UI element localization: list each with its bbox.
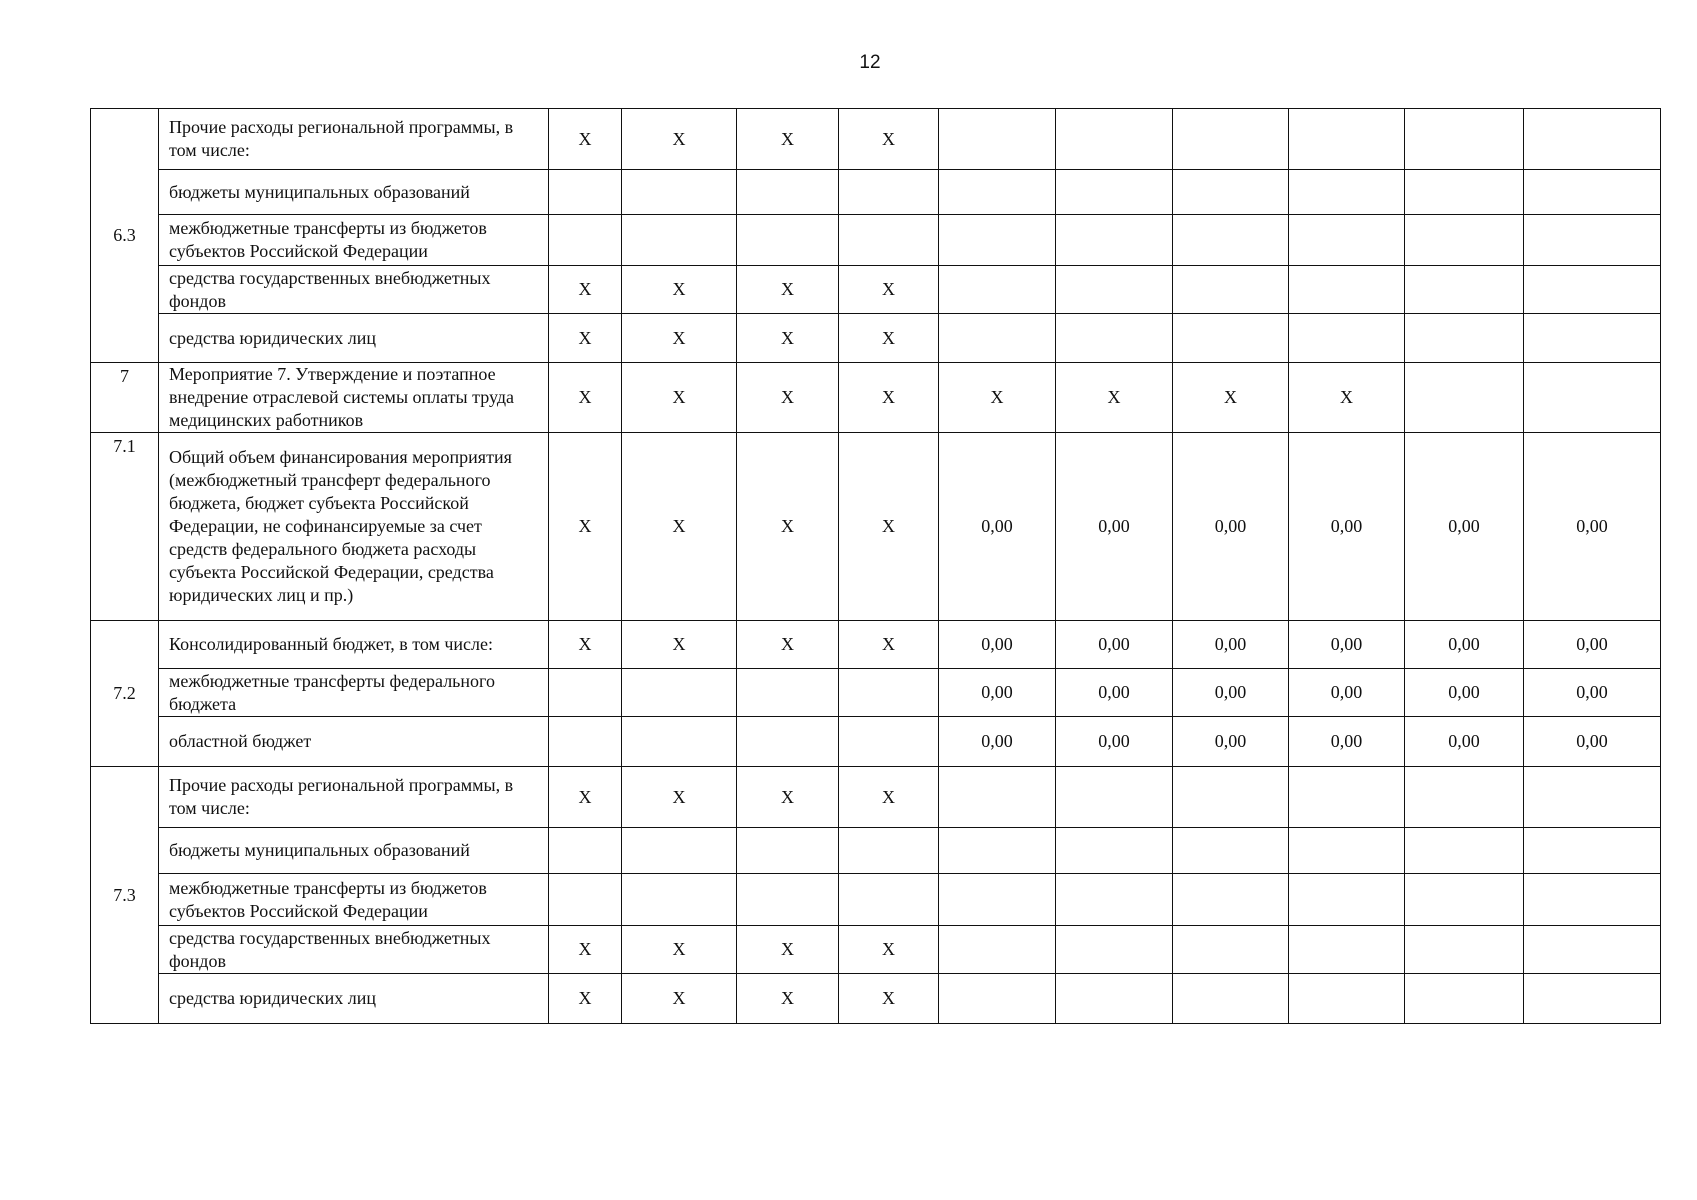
value-cell xyxy=(1289,215,1405,266)
value-cell: 0,00 xyxy=(1524,717,1661,767)
value-cell: X xyxy=(839,363,939,433)
value-cell: X xyxy=(737,266,839,314)
value-cell xyxy=(1524,170,1661,215)
value-cell xyxy=(1056,828,1173,874)
row-number: 6.3 xyxy=(91,109,159,363)
value-cell: X xyxy=(549,314,622,363)
value-cell xyxy=(1173,828,1289,874)
value-cell: X xyxy=(737,767,839,828)
value-cell xyxy=(549,669,622,717)
row-description: Консолидированный бюджет, в том числе: xyxy=(159,621,549,669)
value-cell xyxy=(1405,170,1524,215)
value-cell xyxy=(1524,926,1661,974)
value-cell: 0,00 xyxy=(1289,669,1405,717)
row-description: бюджеты муниципальных образований xyxy=(159,170,549,215)
table-row xyxy=(91,314,1661,363)
value-cell xyxy=(839,874,939,926)
value-cell: 0,00 xyxy=(1056,717,1173,767)
value-cell: 0,00 xyxy=(1405,621,1524,669)
value-cell xyxy=(549,170,622,215)
value-cell xyxy=(839,717,939,767)
value-cell: X xyxy=(622,926,737,974)
value-cell xyxy=(1289,314,1405,363)
value-cell xyxy=(1524,215,1661,266)
value-cell xyxy=(939,926,1056,974)
row-description: средства государственных внебюджетных фондов xyxy=(159,266,549,314)
value-cell xyxy=(1524,266,1661,314)
value-cell xyxy=(1289,926,1405,974)
row-description: межбюджетные трансферты из бюджетов субъектов Российской Федерации xyxy=(159,215,549,266)
value-cell: X xyxy=(622,974,737,1024)
row-description: Общий объем финансирования мероприятия (межбюджетный трансферт федерального бюджета, бюджет субъекта Российской Федерации, не софинансируемые за счет средств федерального бюджета расходы субъекта Российской Федерации, средства юридических лиц и пр.) xyxy=(159,433,549,621)
value-cell: 0,00 xyxy=(1524,433,1661,621)
value-cell: X xyxy=(839,621,939,669)
value-cell xyxy=(1056,874,1173,926)
value-cell xyxy=(1173,926,1289,974)
value-cell: X xyxy=(622,266,737,314)
value-cell: 0,00 xyxy=(1173,621,1289,669)
value-cell: X xyxy=(622,109,737,170)
value-cell xyxy=(1289,170,1405,215)
value-cell: X xyxy=(839,314,939,363)
row-description: бюджеты муниципальных образований xyxy=(159,828,549,874)
value-cell xyxy=(1524,828,1661,874)
value-cell: X xyxy=(622,767,737,828)
value-cell: X xyxy=(737,314,839,363)
value-cell: X xyxy=(839,433,939,621)
value-cell xyxy=(1173,874,1289,926)
value-cell: X xyxy=(549,433,622,621)
value-cell xyxy=(1524,109,1661,170)
value-cell xyxy=(839,215,939,266)
value-cell xyxy=(939,170,1056,215)
value-cell: 0,00 xyxy=(939,717,1056,767)
row-number: 7.2 xyxy=(91,621,159,767)
budget-table xyxy=(90,108,1661,1024)
value-cell: 0,00 xyxy=(1524,669,1661,717)
value-cell: 0,00 xyxy=(1524,621,1661,669)
value-cell xyxy=(622,828,737,874)
table-row xyxy=(91,621,1661,669)
value-cell: X xyxy=(549,363,622,433)
value-cell: X xyxy=(737,974,839,1024)
value-cell xyxy=(737,215,839,266)
row-description: Прочие расходы региональной программы, в том числе: xyxy=(159,767,549,828)
value-cell xyxy=(1405,314,1524,363)
value-cell xyxy=(1289,974,1405,1024)
value-cell: X xyxy=(939,363,1056,433)
value-cell xyxy=(549,215,622,266)
value-cell xyxy=(1524,363,1661,433)
value-cell xyxy=(839,170,939,215)
value-cell: 0,00 xyxy=(1289,621,1405,669)
table-row xyxy=(91,363,1661,433)
value-cell xyxy=(1173,314,1289,363)
value-cell: X xyxy=(839,767,939,828)
value-cell xyxy=(737,828,839,874)
value-cell xyxy=(1405,215,1524,266)
value-cell xyxy=(737,170,839,215)
row-description: Мероприятие 7. Утверждение и поэтапное внедрение отраслевой системы оплаты труда медицинских работников xyxy=(159,363,549,433)
value-cell: X xyxy=(622,621,737,669)
value-cell xyxy=(1524,874,1661,926)
value-cell xyxy=(1173,266,1289,314)
value-cell: 0,00 xyxy=(1173,717,1289,767)
value-cell xyxy=(1405,828,1524,874)
value-cell xyxy=(1056,170,1173,215)
table-row xyxy=(91,433,1661,621)
value-cell xyxy=(1289,109,1405,170)
value-cell xyxy=(939,828,1056,874)
value-cell xyxy=(622,874,737,926)
value-cell xyxy=(1056,215,1173,266)
value-cell xyxy=(939,874,1056,926)
value-cell xyxy=(1405,109,1524,170)
page-number: 12 xyxy=(859,52,881,73)
value-cell xyxy=(622,669,737,717)
table-row xyxy=(91,266,1661,314)
table-row xyxy=(91,828,1661,874)
value-cell xyxy=(549,717,622,767)
row-description: средства юридических лиц xyxy=(159,974,549,1024)
value-cell xyxy=(1524,767,1661,828)
value-cell xyxy=(1056,266,1173,314)
value-cell xyxy=(1405,974,1524,1024)
value-cell xyxy=(1056,974,1173,1024)
value-cell xyxy=(1289,874,1405,926)
value-cell: X xyxy=(549,926,622,974)
value-cell xyxy=(939,974,1056,1024)
value-cell xyxy=(1173,974,1289,1024)
value-cell xyxy=(939,109,1056,170)
value-cell: X xyxy=(549,974,622,1024)
value-cell: X xyxy=(737,621,839,669)
value-cell: 0,00 xyxy=(939,433,1056,621)
value-cell: 0,00 xyxy=(939,669,1056,717)
value-cell: 0,00 xyxy=(1173,433,1289,621)
table-row xyxy=(91,926,1661,974)
value-cell xyxy=(1405,266,1524,314)
value-cell xyxy=(549,828,622,874)
row-description: средства юридических лиц xyxy=(159,314,549,363)
value-cell xyxy=(939,314,1056,363)
table-row xyxy=(91,170,1661,215)
value-cell: X xyxy=(549,767,622,828)
value-cell xyxy=(1056,926,1173,974)
value-cell xyxy=(622,717,737,767)
value-cell: 0,00 xyxy=(1173,669,1289,717)
value-cell: 0,00 xyxy=(1405,433,1524,621)
value-cell xyxy=(839,669,939,717)
value-cell xyxy=(1405,363,1524,433)
table-row xyxy=(91,215,1661,266)
value-cell xyxy=(939,266,1056,314)
value-cell: X xyxy=(1289,363,1405,433)
value-cell: 0,00 xyxy=(1056,433,1173,621)
value-cell xyxy=(1289,767,1405,828)
row-description: областной бюджет xyxy=(159,717,549,767)
row-number: 7 xyxy=(91,363,159,433)
value-cell xyxy=(1405,874,1524,926)
table-row xyxy=(91,109,1661,170)
value-cell: X xyxy=(839,266,939,314)
table-row xyxy=(91,669,1661,717)
value-cell xyxy=(737,717,839,767)
table-row xyxy=(91,874,1661,926)
value-cell xyxy=(1173,109,1289,170)
table-row xyxy=(91,717,1661,767)
value-cell xyxy=(737,669,839,717)
value-cell: 0,00 xyxy=(1289,717,1405,767)
row-description: межбюджетные трансферты из бюджетов субъектов Российской Федерации xyxy=(159,874,549,926)
value-cell: 0,00 xyxy=(1405,717,1524,767)
value-cell: X xyxy=(737,926,839,974)
value-cell: 0,00 xyxy=(1056,621,1173,669)
row-description: средства государственных внебюджетных фондов xyxy=(159,926,549,974)
value-cell xyxy=(622,170,737,215)
value-cell xyxy=(1056,767,1173,828)
value-cell xyxy=(737,874,839,926)
value-cell: X xyxy=(622,363,737,433)
value-cell: X xyxy=(549,266,622,314)
value-cell xyxy=(622,215,737,266)
value-cell: X xyxy=(737,363,839,433)
table-row xyxy=(91,767,1661,828)
value-cell: X xyxy=(549,109,622,170)
value-cell: X xyxy=(839,974,939,1024)
value-cell xyxy=(1405,926,1524,974)
value-cell xyxy=(1173,215,1289,266)
value-cell: X xyxy=(839,926,939,974)
row-number: 7.3 xyxy=(91,767,159,1024)
value-cell: X xyxy=(549,621,622,669)
value-cell xyxy=(1289,266,1405,314)
value-cell xyxy=(1056,109,1173,170)
budget-table-body xyxy=(91,109,1661,1024)
value-cell: X xyxy=(737,433,839,621)
row-number: 7.1 xyxy=(91,433,159,621)
value-cell: X xyxy=(839,109,939,170)
row-description: Прочие расходы региональной программы, в том числе: xyxy=(159,109,549,170)
value-cell: X xyxy=(622,314,737,363)
value-cell xyxy=(939,215,1056,266)
value-cell xyxy=(1524,974,1661,1024)
value-cell xyxy=(1056,314,1173,363)
value-cell: 0,00 xyxy=(1289,433,1405,621)
value-cell: X xyxy=(1056,363,1173,433)
value-cell xyxy=(939,767,1056,828)
table-row xyxy=(91,974,1661,1024)
value-cell: X xyxy=(1173,363,1289,433)
value-cell xyxy=(1173,170,1289,215)
value-cell: 0,00 xyxy=(939,621,1056,669)
value-cell xyxy=(1173,767,1289,828)
value-cell xyxy=(549,874,622,926)
value-cell xyxy=(1289,828,1405,874)
value-cell: X xyxy=(737,109,839,170)
value-cell xyxy=(839,828,939,874)
row-description: межбюджетные трансферты федерального бюджета xyxy=(159,669,549,717)
value-cell: 0,00 xyxy=(1056,669,1173,717)
value-cell: X xyxy=(622,433,737,621)
value-cell xyxy=(1405,767,1524,828)
value-cell xyxy=(1524,314,1661,363)
value-cell: 0,00 xyxy=(1405,669,1524,717)
